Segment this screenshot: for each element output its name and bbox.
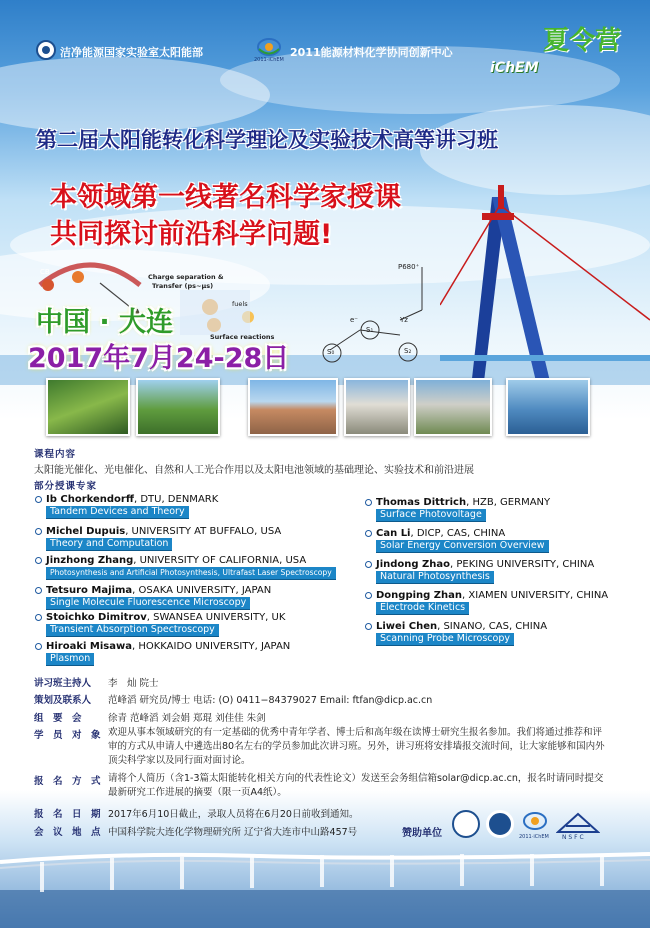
- photo-institute-building: [248, 378, 338, 436]
- event-dates: 2017年7月24-28日: [28, 343, 290, 374]
- photo-campus-lawn: [136, 378, 220, 436]
- info-label-venue: 会 议 地 点: [34, 827, 101, 838]
- expert-affiliation: , HZB, GERMANY: [466, 497, 551, 508]
- diagram-label-s0: S₀: [327, 348, 335, 356]
- expert-topic: Tandem Devices and Theory: [46, 506, 189, 519]
- photo-tower-building: [344, 378, 410, 436]
- summer-camp-logo: 夏令营: [543, 26, 622, 56]
- dicp-sponsor-logo: [486, 810, 514, 838]
- diagram-label-fuels: fuels: [232, 300, 248, 308]
- expert-topic: Single Molecule Fluorescence Microscopy: [46, 597, 250, 610]
- course-text: 太阳能光催化、光电催化、自然和人工光合作用以及太阳电池领域的基础理论、实验技术和前沿进展: [34, 465, 474, 476]
- expert-topic: Surface Photovoltage: [376, 509, 486, 522]
- expert-item: [46, 494, 218, 519]
- expert-topic: Transient Absorption Spectroscopy: [46, 624, 219, 637]
- expert-affiliation: , DTU, DENMARK: [133, 494, 219, 505]
- ichem-logo-caption: 2011·iChEM: [254, 57, 284, 63]
- info-value-host: 李 灿 院士: [108, 678, 159, 689]
- ichem-sponsor-caption: 2011·iChEM: [519, 834, 549, 840]
- photo-forest-path: [46, 378, 130, 436]
- expert-item: [376, 497, 550, 522]
- diagram-label-transfer: Transfer (ps~μs): [152, 282, 214, 290]
- expert-name: Tetsuro Majima: [46, 585, 133, 596]
- expert-affiliation: , UNIVERSITY OF CALIFORNIA, USA: [133, 555, 307, 566]
- expert-affiliation: , OSAKA UNIVERSITY, JAPAN: [132, 585, 272, 596]
- experts-heading: 部分授课专家: [34, 481, 98, 492]
- expert-name: Thomas Dittrich: [376, 497, 467, 508]
- info-value-organizers: 徐青 范峰滔 刘会娟 郑琨 刘佳佳 朱剑: [108, 713, 266, 724]
- info-label-host: 讲习班主持人: [34, 678, 92, 689]
- bottom-bridge-illustration: [0, 840, 650, 928]
- info-value-participants: 欢迎从事本领域研究的有一定基础的优秀中青年学者、博士后和高年级在读博士研究生报名参加。我们将通过推荐和评审的方式从申请人中遴选出80名左右的学员参加此次讲习班。另外，讲习班将安排墙报交流时间，让大家能够和国内外顶尖科学家以及同行面对面讨论。: [108, 727, 605, 766]
- photo-stone-monument: [414, 378, 492, 436]
- expert-affiliation: , DICP, CAS, CHINA: [410, 528, 506, 539]
- dicp-logo: [36, 40, 56, 60]
- expert-name: Hiroaki Misawa: [46, 641, 132, 652]
- expert-topic: Electrode Kinetics: [376, 602, 469, 615]
- expert-name: Can Li: [376, 528, 411, 539]
- info-label-registration: 报 名 方 式: [34, 776, 101, 787]
- diagram-label-cb: CB: [40, 268, 50, 276]
- expert-item: [376, 528, 549, 553]
- sponsor-label: 赞助单位: [402, 828, 442, 839]
- diagram-label-surface: Surface reactions: [210, 333, 275, 341]
- info-label-contact: 策划及联系人: [34, 695, 92, 706]
- expert-name: Stoichko Dimitrov: [46, 612, 147, 623]
- nsfc-caption: N S F C: [562, 834, 584, 841]
- info-value-contact: 范峰滔 研究员/博士 电话: (O) 0411−84379027 Email: ftfan@dicp.ac.cn: [108, 695, 433, 706]
- expert-item: [46, 585, 271, 610]
- expert-affiliation: , HOKKAIDO UNIVERSITY, JAPAN: [131, 641, 291, 652]
- expert-name: Liwei Chen: [376, 621, 438, 632]
- expert-affiliation: , SWANSEA UNIVERSITY, UK: [146, 612, 286, 623]
- expert-item: [46, 555, 336, 580]
- expert-affiliation: , XIAMEN UNIVERSITY, CHINA: [462, 590, 609, 601]
- expert-name: Jindong Zhao: [376, 559, 451, 570]
- info-label-participants: 学 员 对 象: [34, 730, 101, 741]
- info-label-organizers: 组 要 会: [34, 713, 82, 724]
- expert-item: [376, 590, 608, 615]
- expert-name: Dongping Zhan: [376, 590, 463, 601]
- org-left-name: 洁净能源国家实验室太阳能部: [60, 46, 203, 59]
- photo-bridge-sea: [506, 378, 590, 436]
- expert-name: Ib Chorkendorff: [46, 494, 134, 505]
- diagram-label-yz: Yz: [400, 316, 408, 324]
- expert-topic: Photosynthesis and Artificial Photosynthesis, Ultrafast Laser Spectroscopy: [46, 567, 336, 580]
- expert-affiliation: , UNIVERSITY AT BUFFALO, USA: [125, 526, 282, 537]
- expert-topic: Scanning Probe Microscopy: [376, 633, 514, 646]
- subtitle-1: 本领域第一线著名科学家授课: [50, 182, 401, 213]
- expert-item: [46, 612, 285, 637]
- subtitle-2: 共同探讨前沿科学问题!: [50, 219, 333, 250]
- diagram-label-electron: e⁻: [350, 316, 359, 324]
- info-value-venue: 中国科学院大连化学物理研究所 辽宁省大连市中山路457号: [108, 827, 358, 838]
- expert-name: Michel Dupuis: [46, 526, 126, 537]
- ichem-word: iChEM: [490, 60, 539, 76]
- course-heading: 课程内容: [34, 449, 77, 460]
- expert-name: Jinzhong Zhang: [46, 555, 134, 566]
- info-label-deadline: 报 名 日 期: [34, 809, 101, 820]
- expert-topic: Natural Photosynthesis: [376, 571, 494, 584]
- org-right-name: 2011能源材料化学协同创新中心: [290, 46, 453, 59]
- expert-topic: Theory and Computation: [46, 538, 172, 551]
- expert-topic: Plasmon: [46, 653, 94, 666]
- diagram-label-charge: Charge separation &: [148, 273, 224, 281]
- expert-item: [376, 559, 594, 584]
- expert-affiliation: , SINANO, CAS, CHINA: [437, 621, 548, 632]
- info-value-registration: 请将个人简历（含1-3篇太阳能转化相关方向的代表性论文）发送至会务组信箱solar@dicp.ac.cn，报名时请同时提交最新研究工作进展的摘要（限一页A4纸）。: [108, 773, 604, 798]
- main-title: 第二届太阳能转化科学理论及实验技术高等讲习班: [36, 128, 498, 152]
- info-value-deadline: 2017年6月10日截止，录取人员将在6月20日前收到通知。: [108, 809, 359, 820]
- diagram-label-s2: S₂: [404, 347, 412, 355]
- diagram-label-s1: S₁: [366, 326, 374, 334]
- nsfc-logo: [556, 812, 600, 834]
- expert-item: [376, 621, 547, 646]
- expert-topic: Solar Energy Conversion Overview: [376, 540, 549, 553]
- event-location: 中国 · 大连: [36, 307, 174, 338]
- expert-affiliation: , PEKING UNIVERSITY, CHINA: [450, 559, 595, 570]
- expert-item: [46, 526, 281, 551]
- ichem-sponsor-logo: [520, 810, 550, 836]
- expert-item: [46, 641, 290, 666]
- cas-logo: [452, 810, 480, 838]
- diagram-label-p680: P680⁺: [398, 263, 420, 271]
